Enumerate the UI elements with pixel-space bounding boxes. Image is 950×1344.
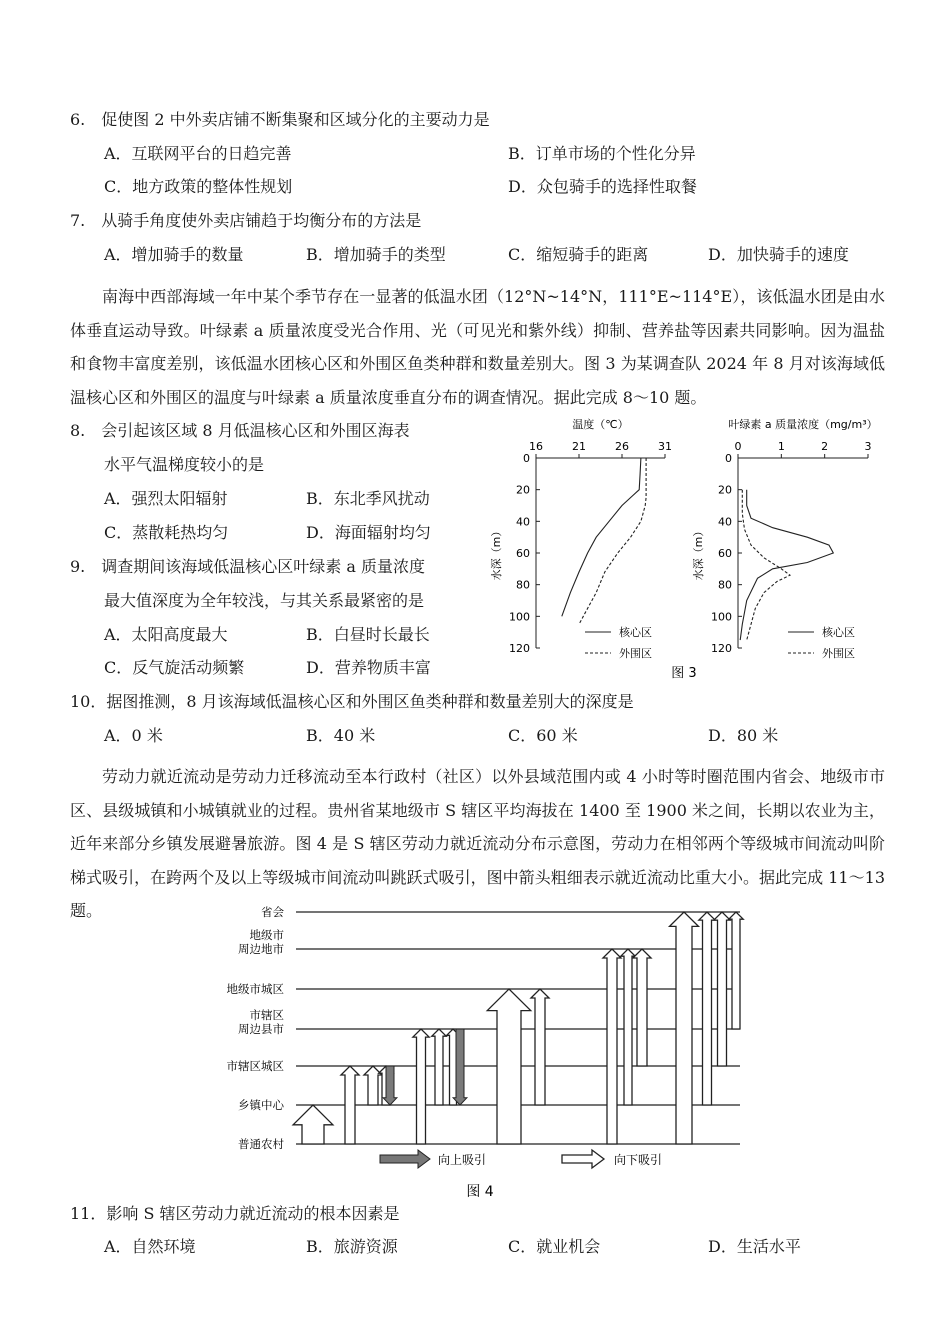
y-tick-label: 20 (718, 483, 732, 497)
upward-flow-arrow (633, 949, 651, 1066)
outer-zone-line (579, 458, 646, 624)
upward-flow-arrow (293, 1105, 333, 1144)
y-tick-label: 40 (718, 515, 732, 529)
q7-option-a: A．增加骑手的数量 (104, 245, 244, 264)
x-tick-label: 3 (864, 440, 872, 453)
upward-flow-arrow (670, 912, 699, 1144)
y-tick-label: 80 (718, 578, 732, 592)
q6-option-d: D．众包骑手的选择性取餐 (508, 177, 697, 196)
q10-option-c: C．60 米 (508, 726, 578, 745)
q10-option-d: D．80 米 (708, 726, 779, 745)
chlorophyll-title: 叶绿素 a 质量浓度（mg/m³） (728, 418, 878, 431)
level-label: 市辖区城区 (226, 1059, 284, 1073)
q6-option-b: B．订单市场的个性化分异 (508, 144, 696, 163)
q7-option-c: C．缩短骑手的距离 (508, 245, 649, 264)
level-label: 周边县市 (238, 1022, 284, 1036)
x-tick-label: 0 (734, 440, 742, 453)
level-label: 周边地市 (238, 942, 284, 956)
q9-option-a: A．太阳高度最大 (104, 625, 228, 644)
passage-labor: 劳动力就近流动是劳动力迁移流动至本行政村（社区）以外县域范围内或 4 小时等时圈范围内省会、地级市市区、县级城镇和小城镇就业的过程。贵州省某地级市 S 辖区平均海拔在 1400 至 1900 米之间，长期以农业为主，近年来部分乡镇发展避暑旅游。图 4 是 S 辖区劳动力就近流动分布示意图，劳动力在相邻两个等级城市间流动叫阶梯式吸引，在跨两个及以上等级城市间流动叫跳跃式吸引，图中箭头粗细表示就近流动比重大小。据此完成 11～13 题。 (70, 767, 885, 920)
downward-attraction-arrow-icon (562, 1150, 604, 1168)
chlorophyll-chart (691, 417, 878, 660)
y-tick-label: 120 (711, 642, 732, 655)
y-tick-label: 0 (523, 452, 530, 465)
y-tick-label: 40 (516, 515, 530, 529)
q8-option-b: B．东北季风扰动 (306, 489, 430, 508)
q6-option-c: C．地方政策的整体性规划 (104, 177, 293, 196)
level-label: 地级市城区 (226, 982, 284, 996)
upward-flow-arrow (413, 1029, 429, 1144)
q10-stem: 10．据图推测，8 月该海域低温核心区和外围区鱼类种群和数量差别大的深度是 (70, 692, 634, 711)
q9-option-b: B．白昼时长最长 (306, 625, 430, 644)
core-zone-line (562, 458, 641, 616)
x-tick-label: 21 (572, 440, 586, 453)
passage-ocean: 南海中西部海域一年中某个季节存在一显著的低温水团（12°N~14°N，111°E~114°E），该低温水团是由水体垂直运动导致。叶绿素 a 质量浓度受光合作用、光（可见光和紫外线）抑制、营养盐等因素共同影响。因为温盐和食物丰富度差别，该低温水团核心区和外围区鱼类种群和数量差别大。图 3 为某调查队 2024 年 8 月对该海域低温核心区和外围区的温度与叶绿素 a 质量浓度垂直分布的调查情况。据此完成 8～10 题。 (70, 287, 885, 407)
legend-downward-label: 向下吸引 (614, 1153, 663, 1167)
q8-option-c: C．蒸散耗热均匀 (104, 523, 229, 542)
legend-upward-label: 向上吸引 (438, 1153, 487, 1167)
figure-3-caption: 图 3 (671, 666, 697, 681)
level-label: 省会 (261, 905, 284, 919)
figure-4-caption: 图 4 (466, 1184, 494, 1200)
upward-flow-arrow (432, 1029, 446, 1105)
upward-flow-arrow (603, 949, 621, 1144)
q9-option-c: C．反气旋活动频繁 (104, 658, 245, 677)
upward-attraction-arrow-icon (380, 1150, 430, 1168)
x-tick-label: 16 (529, 440, 543, 453)
y-tick-label: 60 (718, 547, 732, 560)
q8-option-a: A．强烈太阳辐射 (104, 489, 228, 508)
y-axis-label: 水深（m） (490, 525, 503, 581)
q9-stem-line2: 最大值深度为全年较浅，与其关系最紧密的是 (104, 591, 425, 610)
flow-arrows (293, 912, 743, 1144)
figure-4-legend (380, 1150, 662, 1168)
y-tick-label: 20 (516, 483, 530, 497)
legend-outer-label: 外围区 (822, 647, 855, 660)
q11-option-a: A．自然环境 (104, 1237, 196, 1256)
y-tick-label: 0 (725, 452, 732, 465)
q11-option-d: D．生活水平 (708, 1237, 801, 1256)
q7-option-d: D．加快骑手的速度 (708, 245, 849, 264)
y-axis-label: 水深（m） (692, 525, 705, 581)
upward-flow-arrow (699, 912, 715, 1105)
x-tick-label: 31 (658, 440, 672, 453)
level-label: 市辖区 (249, 1008, 284, 1022)
q8-stem-line1: 8. 会引起该区域 8 月低温核心区和外围区海表 (70, 421, 410, 440)
level-label: 乡镇中心 (238, 1098, 284, 1112)
temperature-chart (489, 417, 672, 660)
y-tick-label: 80 (516, 578, 530, 592)
figure-3 (480, 410, 900, 685)
y-tick-label: 60 (516, 547, 530, 560)
y-tick-label: 100 (711, 610, 732, 624)
q7-stem: 7. 从骑手角度使外卖店铺趋于均衡分布的方法是 (70, 211, 422, 230)
q11-option-c: C．就业机会 (508, 1237, 601, 1256)
legend-core-label: 核心区 (822, 626, 855, 639)
y-tick-label: 100 (509, 610, 530, 624)
q10-option-b: B．40 米 (306, 726, 376, 745)
q7-option-b: B．增加骑手的类型 (306, 245, 446, 264)
q11-stem: 11．影响 S 辖区劳动力就近流动的根本因素是 (70, 1204, 400, 1223)
q6-stem: 6. 促使图 2 中外卖店铺不断集聚和区域分化的主要动力是 (70, 110, 490, 129)
x-tick-label: 26 (615, 440, 629, 453)
x-tick-label: 1 (777, 440, 785, 453)
y-tick-label: 120 (509, 642, 530, 655)
level-label: 地级市 (249, 928, 284, 942)
x-tick-label: 2 (821, 440, 829, 453)
q9-option-d: D．营养物质丰富 (306, 658, 431, 677)
legend-core-label: 核心区 (619, 626, 652, 639)
q10-option-a: A．0 米 (104, 726, 163, 745)
q8-stem-line2: 水平气温梯度较小的是 (104, 455, 265, 474)
q11-option-b: B．旅游资源 (306, 1237, 398, 1256)
upward-flow-arrow (729, 912, 743, 1029)
temperature-title: 温度（℃） (572, 418, 629, 431)
upward-flow-arrow (621, 949, 635, 1105)
legend-outer-label: 外围区 (619, 647, 652, 660)
figure-4 (200, 898, 760, 1208)
core-zone-line (740, 490, 833, 640)
q6-option-a: A．互联网平台的日趋完善 (104, 144, 292, 163)
level-label: 普通农村 (238, 1137, 284, 1151)
upward-flow-arrow (531, 989, 549, 1105)
q8-option-d: D．海面辐射均匀 (306, 523, 431, 542)
q9-stem-line1: 9. 调查期间该海域低温核心区叶绿素 a 质量浓度 (70, 557, 425, 576)
